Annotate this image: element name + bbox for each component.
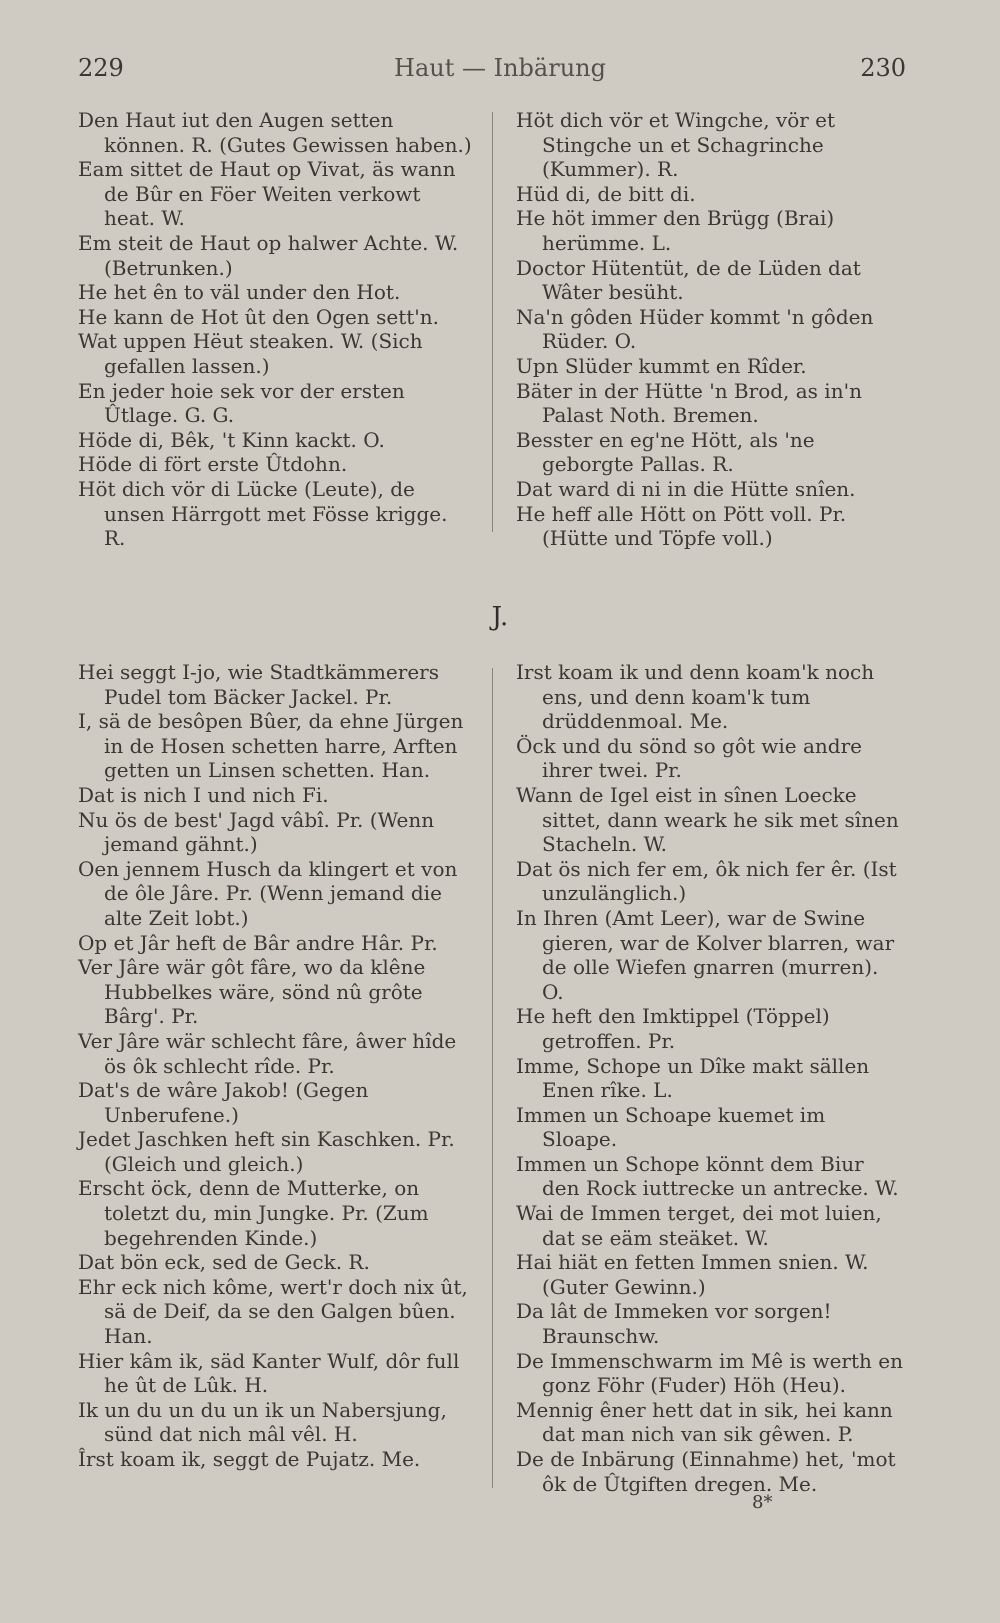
proverb-entry: Doctor Hütentüt, de de Lüden dat Wâter besüht. [516,255,861,305]
proverb-entry: Höt dich vör et Wingche, vör et Stingche un et Schagrinche (Kummer). R. [516,108,836,182]
proverb-entry: Îrst koam ik, seggt de Pujatz. Me. [78,1447,421,1471]
proverb-entry: Höde di fört erste Ûtdohn. [78,452,348,477]
page-header [0,54,1000,90]
proverb-entry: Irst koam ik und denn koam'k noch ens, und denn koam'k tum drüddenmoal. Me. [516,660,875,734]
proverb-entry: He heft den Imktippel (Töppel) getroffen. Pr. [516,1004,830,1053]
proverb-entry: Dat is nich I und nich Fi. [78,782,329,807]
proverb-entry: Höde di, Bêk, 't Kinn kackt. O. [78,427,385,452]
proverb-entry: Upn Slüder kummt en Rîder. [516,353,807,378]
proverb-entry: Ver Jâre wär gôt fâre, wo da klêne Hubbelkes wäre, sönd nû grôte Bârg'. Pr. [78,955,426,1029]
proverb-entry: Imme, Schope un Dîke makt sällen Enen rîke. L. [516,1053,870,1103]
running-title: Haut — Inbärung [394,54,606,82]
proverb-entry: He het ên to väl under den Hot. [78,280,401,305]
proverb-entry: Besster en eg'ne Hött, als 'ne geborgte Pallas. R. [516,427,815,477]
proverb-entry: Ver Jâre wär schlecht fâre, âwer hîde ös ôk schlecht rîde. Pr. [78,1028,457,1078]
proverb-entry: De de Inbärung (Einnahme) het, 'mot ôk de Ûtgiften dregen. Me. [516,1447,896,1496]
proverb-entry: Eam sittet de Haut op Vivat, äs wann de Bûr en Föer Weiten verkowt heat. W. [78,157,456,231]
proverb-entry: Bäter in der Hütte 'n Brod, as in'n Palast Noth. Bremen. [516,378,862,428]
proverb-entry: De Immenschwarm im Mê is werth en gonz Föhr (Fuder) Höh (Heu). [516,1348,903,1398]
proverb-entry: He heff alle Hött on Pött voll. Pr. (Hütte und Töpfe voll.) [516,501,847,551]
signature-mark: 8* [752,1492,773,1513]
proverb-entry: Nu ös de best' Jagd vâbî. Pr. (Wenn jemand gähnt.) [78,807,435,857]
column-divider-top [492,112,493,532]
proverb-entry: Op et Jâr heft de Bâr andre Hâr. Pr. [78,930,438,955]
proverb-entry: Wat uppen Hëut steaken. W. (Sich gefallen lassen.) [78,329,423,378]
column-left-top [78,108,472,551]
proverb-entry: En jeder hoie sek vor der ersten Ûtlage. G. G. [78,378,405,428]
proverb-entry: He kann de Hot ût den Ogen sett'n. [78,304,440,329]
proverb-entry: Dat bön eck, sed de Geck. R. [78,1250,370,1275]
section-heading: J. [491,602,509,632]
proverb-entry: Da lât de Immeken vor sorgen! Braunschw. [516,1299,832,1349]
proverb-entry: Dat's de wâre Jakob! (Gegen Unberufene.) [78,1078,369,1127]
proverb-entry: Öck und du sönd so gôt wie andre ihrer twei. Pr. [516,733,862,783]
proverb-entry: Dat ward di ni in die Hütte snîen. [516,476,856,501]
proverb-entry: I, sä de besôpen Bûer, da ehne Jürgen in de Hosen schetten harre, Arften getten un Linsen schetten. Han. [78,709,464,783]
proverb-entry: Hier kâm ik, säd Kanter Wulf, dôr full he ût de Lûk. H. [78,1348,460,1398]
proverb-entry: Immen un Schope könnt dem Biur den Rock iuttrecke un antrecke. W. [516,1151,899,1201]
proverb-entry: Hai hiät en fetten Immen snien. W. (Guter Gewinn.) [516,1250,869,1299]
proverb-entry: In Ihren (Amt Leer), war de Swine gieren, war de Kolver blarren, war de olle Wiefen gnarren (murren). O. [516,905,895,1004]
page-number-left: 229 [78,54,124,82]
proverb-entry: Na'n gôden Hüder kommt 'n gôden Rüder. O. [516,304,874,354]
proverb-entry: Wann de Igel eist in sînen Loecke sittet, dann weark he sik met sînen Stacheln. W. [516,782,899,857]
column-left-bottom [78,660,472,1472]
proverb-entry: Oen jennem Husch da klingert et von de ôle Jâre. Pr. (Wenn jemand die alte Zeit lobt.) [78,856,458,930]
proverb-entry: Den Haut iut den Augen setten können. R. (Gutes Gewissen haben.) [78,108,472,157]
proverb-entry: Ik un du un du un ik un Nabersjung, sünd dat nich mâl vêl. H. [78,1397,447,1447]
proverb-entry: Immen un Schoape kuemet im Sloape. [516,1102,826,1152]
column-right-bottom [516,660,906,1496]
proverb-entry: Ehr eck nich kôme, wert'r doch nix ût, sä de Deif, da se den Galgen bûen. Han. [78,1274,468,1349]
proverb-entry: Erscht öck, denn de Mutterke, on toletzt du, min Jungke. Pr. (Zum begehrenden Kinde.) [78,1176,429,1250]
proverb-entry: He höt immer den Brügg (Brai) herümme. L. [516,206,835,255]
proverb-entry: Hüd di, de bitt di. [516,181,696,206]
proverb-entry: Dat ös nich fer em, ôk nich fer êr. (Ist unzulänglich.) [516,856,897,906]
proverb-entry: Jedet Jaschken heft sin Kaschken. Pr. (Gleich und gleich.) [78,1127,455,1176]
column-right-top [516,108,906,551]
proverb-entry: Höt dich vör di Lücke (Leute), de unsen Härrgott met Fösse krigge. R. [78,476,448,551]
proverb-entry: Mennig êner hett dat in sik, hei kann dat man nich van sik gêwen. P. [516,1397,893,1447]
column-divider-bottom [492,668,493,1488]
page-number-right: 230 [860,54,906,82]
proverb-entry: Wai de Immen terget, dei mot luien, dat se eäm steäket. W. [516,1201,882,1250]
proverb-entry: Hei seggt I-jo, wie Stadtkämmerers Pudel tom Bäcker Jackel. Pr. [78,660,439,709]
proverb-entry: Em steit de Haut op halwer Achte. W. (Betrunken.) [78,230,459,280]
